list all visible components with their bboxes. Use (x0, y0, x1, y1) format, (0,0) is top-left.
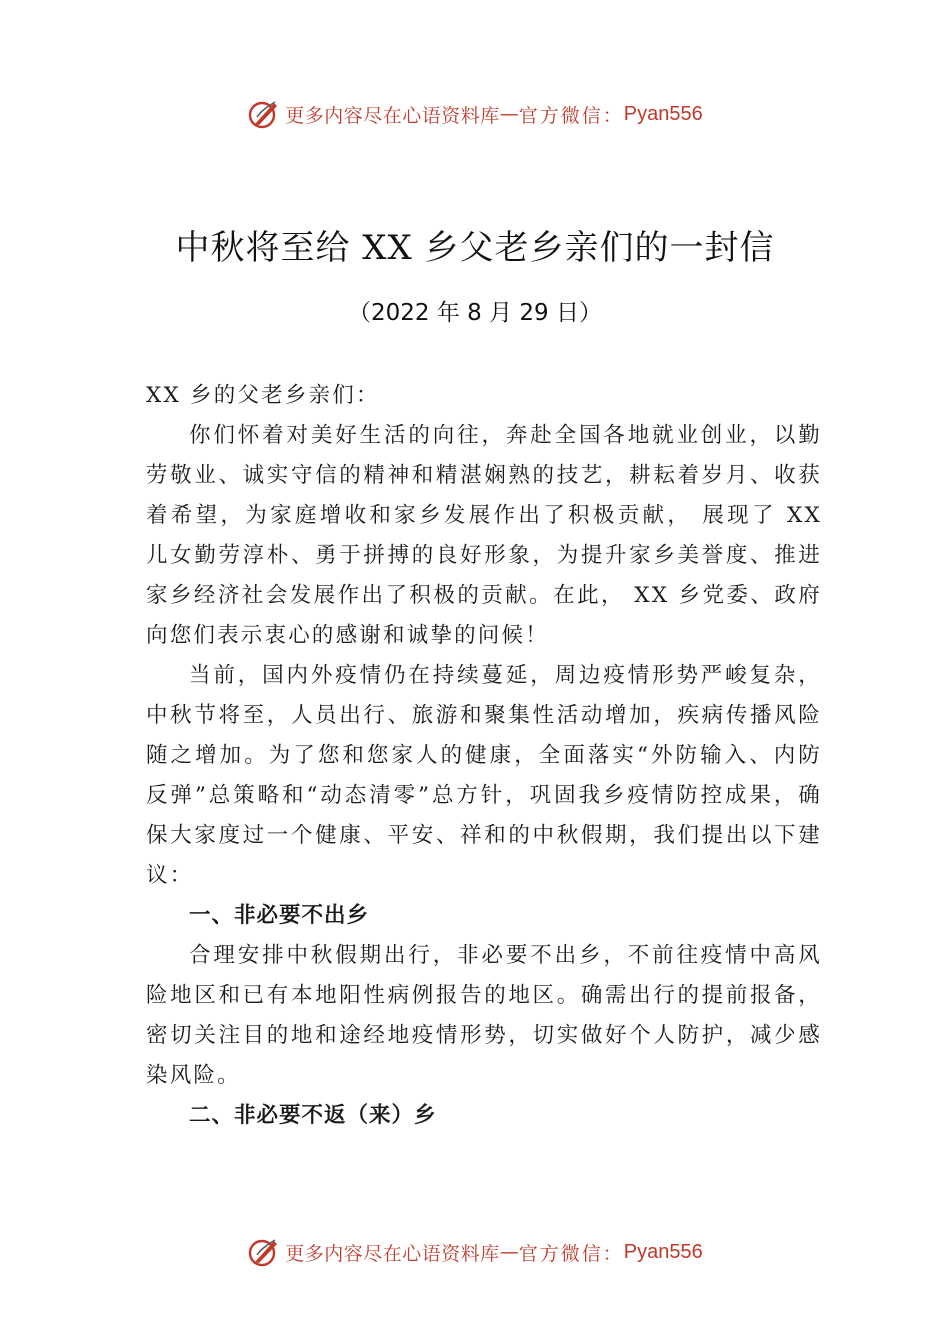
banner-separator: — (499, 1241, 519, 1263)
banner-wechat-id: Pyan556 (623, 102, 703, 125)
banner-separator: — (499, 103, 519, 125)
paragraph: 你们怀着对美好生活的向往，奔赴全国各地就业创业，以勤劳敬业、诚实守信的精神和精湛娴熟的技艺，耕耘着岁月、收获着希望，为家庭增收和家乡发展作出了积极贡献， 展现了 XX 儿女勤劳淳朴、勇于拼搏的良好形象，为提升家乡美誉度、推进家乡经济社会发展作出了积极的贡献。在此， XX 乡党委、政府向您们表示衷心的感谢和诚挚的问候！ (146, 423, 822, 648)
letter-title: 中秋将至给 XX 乡父老乡亲们的一封信 (175, 228, 775, 268)
letter-date: （2022 年 8 月 29 日） (348, 300, 602, 326)
salutation: XX 乡的父老乡亲们： (146, 383, 380, 408)
banner-wechat-label: 官方微信： (518, 1242, 624, 1265)
paragraph: 当前，国内外疫情仍在持续蔓延，周边疫情形势严峻复杂，中秋节将至，人员出行、旅游和聚集性活动增加，疾病传播风险随之增加。为了您和您家人的健康，全面落实“外防输入、内防反弹”总策略和“动态清零”总方针，巩固我乡疫情防控成果，确保大家度过一个健康、平安、祥和的中秋假期，我们提出以下建议： (146, 663, 822, 888)
header-banner (0, 94, 950, 134)
section-heading: 二、非必要不返（来）乡 (189, 1103, 437, 1128)
banner-wechat-label: 官方微信： (518, 104, 624, 127)
letter-body (146, 376, 822, 1136)
quill-logo-icon (247, 97, 281, 131)
paragraph: 合理安排中秋假期出行，非必要不出乡，不前往疫情中高风险地区和已有本地阳性病例报告的地区。确需出行的提前报备，密切关注目的地和途经地疫情形势，切实做好个人防护，减少感染风险。 (146, 943, 822, 1088)
quill-logo-icon (247, 1235, 281, 1269)
footer-banner (0, 1232, 950, 1272)
banner-slogan: 更多内容尽在心语资料库 (285, 1242, 500, 1265)
section-heading: 一、非必要不出乡 (189, 903, 370, 928)
banner-slogan: 更多内容尽在心语资料库 (285, 104, 500, 127)
banner-wechat-id: Pyan556 (623, 1240, 703, 1263)
